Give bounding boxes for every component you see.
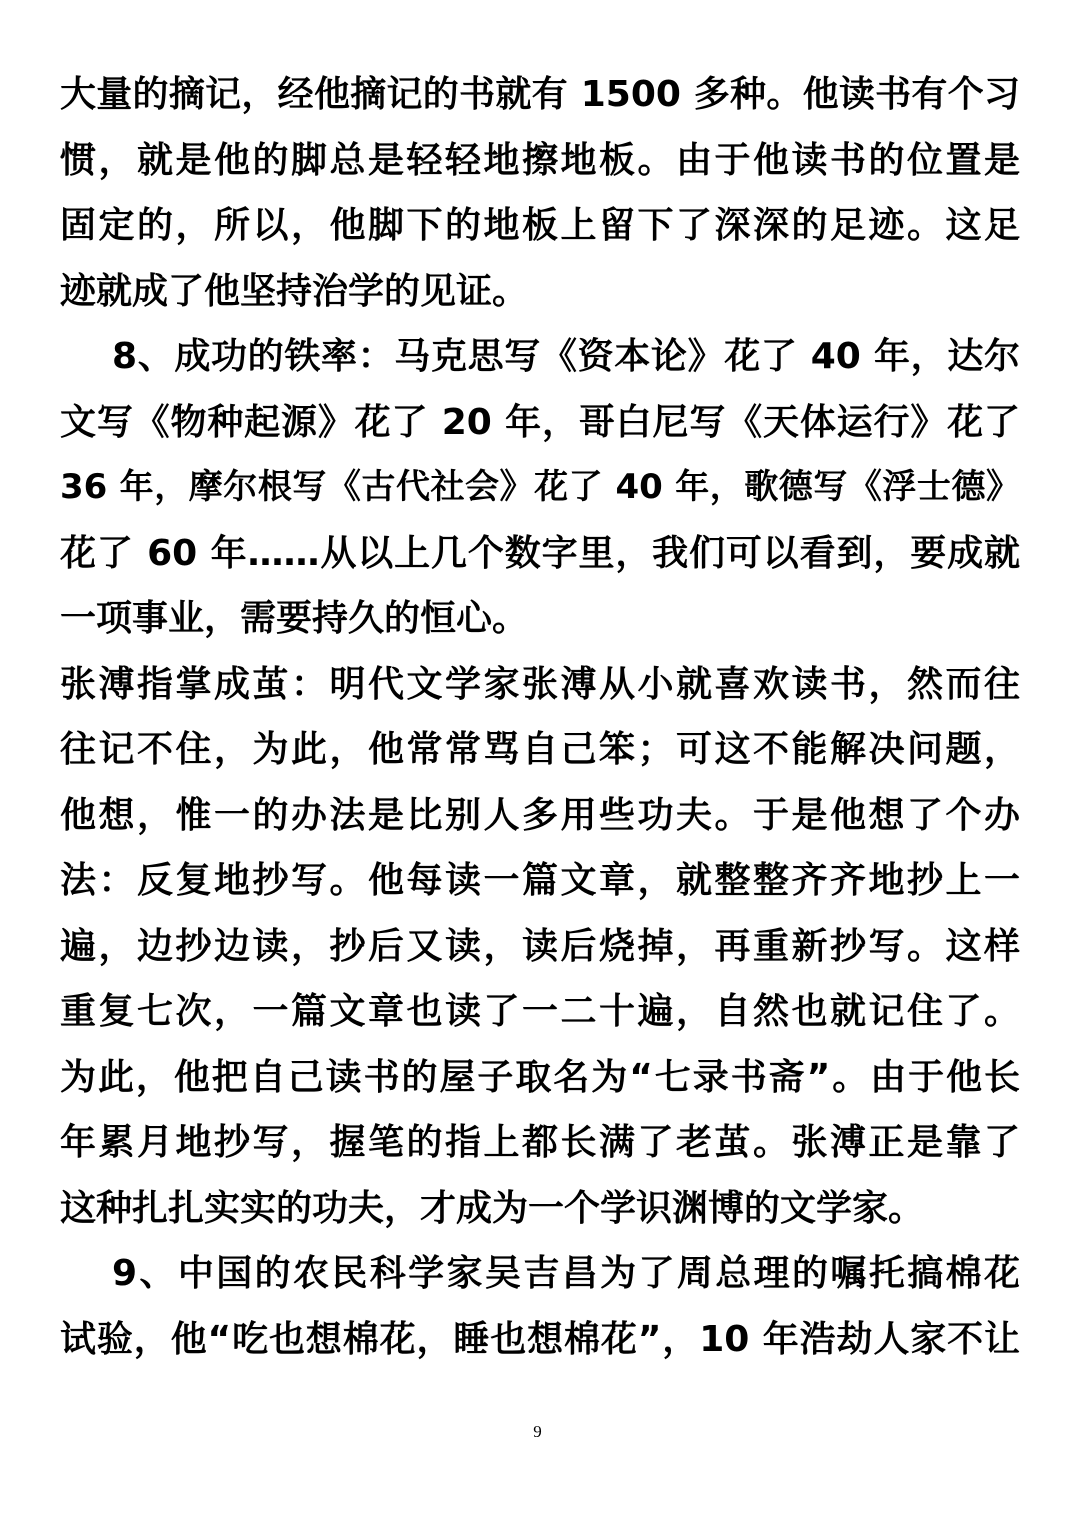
text-line: 往记不住，为此，他常常骂自己笨；可这不能解决问题，	[60, 729, 1020, 770]
text-line: 一项事业，需要持久的恒心。	[60, 598, 529, 639]
text-line: 9、中国的农民科学家吴吉昌为了周总理的嘱托搞棉花	[112, 1253, 1020, 1294]
text-line: 大量的摘记，经他摘记的书就有 1500 多种。他读书有个习	[60, 74, 1020, 115]
text-line: 8、成功的铁率：马克思写《资本论》花了 40 年，达尔	[112, 336, 1020, 377]
text-line: 遍，边抄边读，抄后又读，读后烧掉，再重新抄写。这样	[60, 925, 1020, 967]
text-line: 花了 60 年……从以上几个数字里，我们可以看到，要成就	[60, 532, 1020, 574]
text-line: 文写《物种起源》花了 20 年，哥白尼写《天体运行》花了	[60, 401, 1020, 443]
text-line: 惯，就是他的脚总是轻轻地擦地板。由于他读书的位置是	[60, 139, 1020, 181]
text-line: 迹就成了他坚持治学的见证。	[60, 270, 529, 312]
text-line: 36 年，摩尔根写《古代社会》花了 40 年，歌德写《浮士德》	[60, 467, 1020, 507]
text-line: 为此，他把自己读书的屋子取名为“七录书斋”。由于他长	[60, 1056, 1020, 1098]
text-line: 他想，惟一的办法是比别人多用些功夫。于是他想了个办	[60, 794, 1020, 836]
text-line: 固定的，所以，他脚下的地板上留下了深深的足迹。这足	[60, 205, 1020, 246]
text-line: 法：反复地抄写。他每读一篇文章，就整整齐齐地抄上一	[60, 860, 1020, 901]
text-line: 重复七次，一篇文章也读了一二十遍，自然也就记住了。	[60, 991, 1020, 1032]
text-line: 张溥指掌成茧：明代文学家张溥从小就喜欢读书，然而往	[60, 663, 1020, 705]
text-line: 这种扎扎实实的功夫，才成为一个学识渊博的文学家。	[60, 1187, 925, 1229]
text-line: 试验，他“吃也想棉花，睡也想棉花”，10 年浩劫人家不让	[60, 1318, 1020, 1360]
page-number: 9	[533, 1422, 542, 1441]
text-line: 年累月地抄写，握笔的指上都长满了老茧。张溥正是靠了	[60, 1122, 1020, 1163]
body-text	[60, 62, 1020, 1372]
